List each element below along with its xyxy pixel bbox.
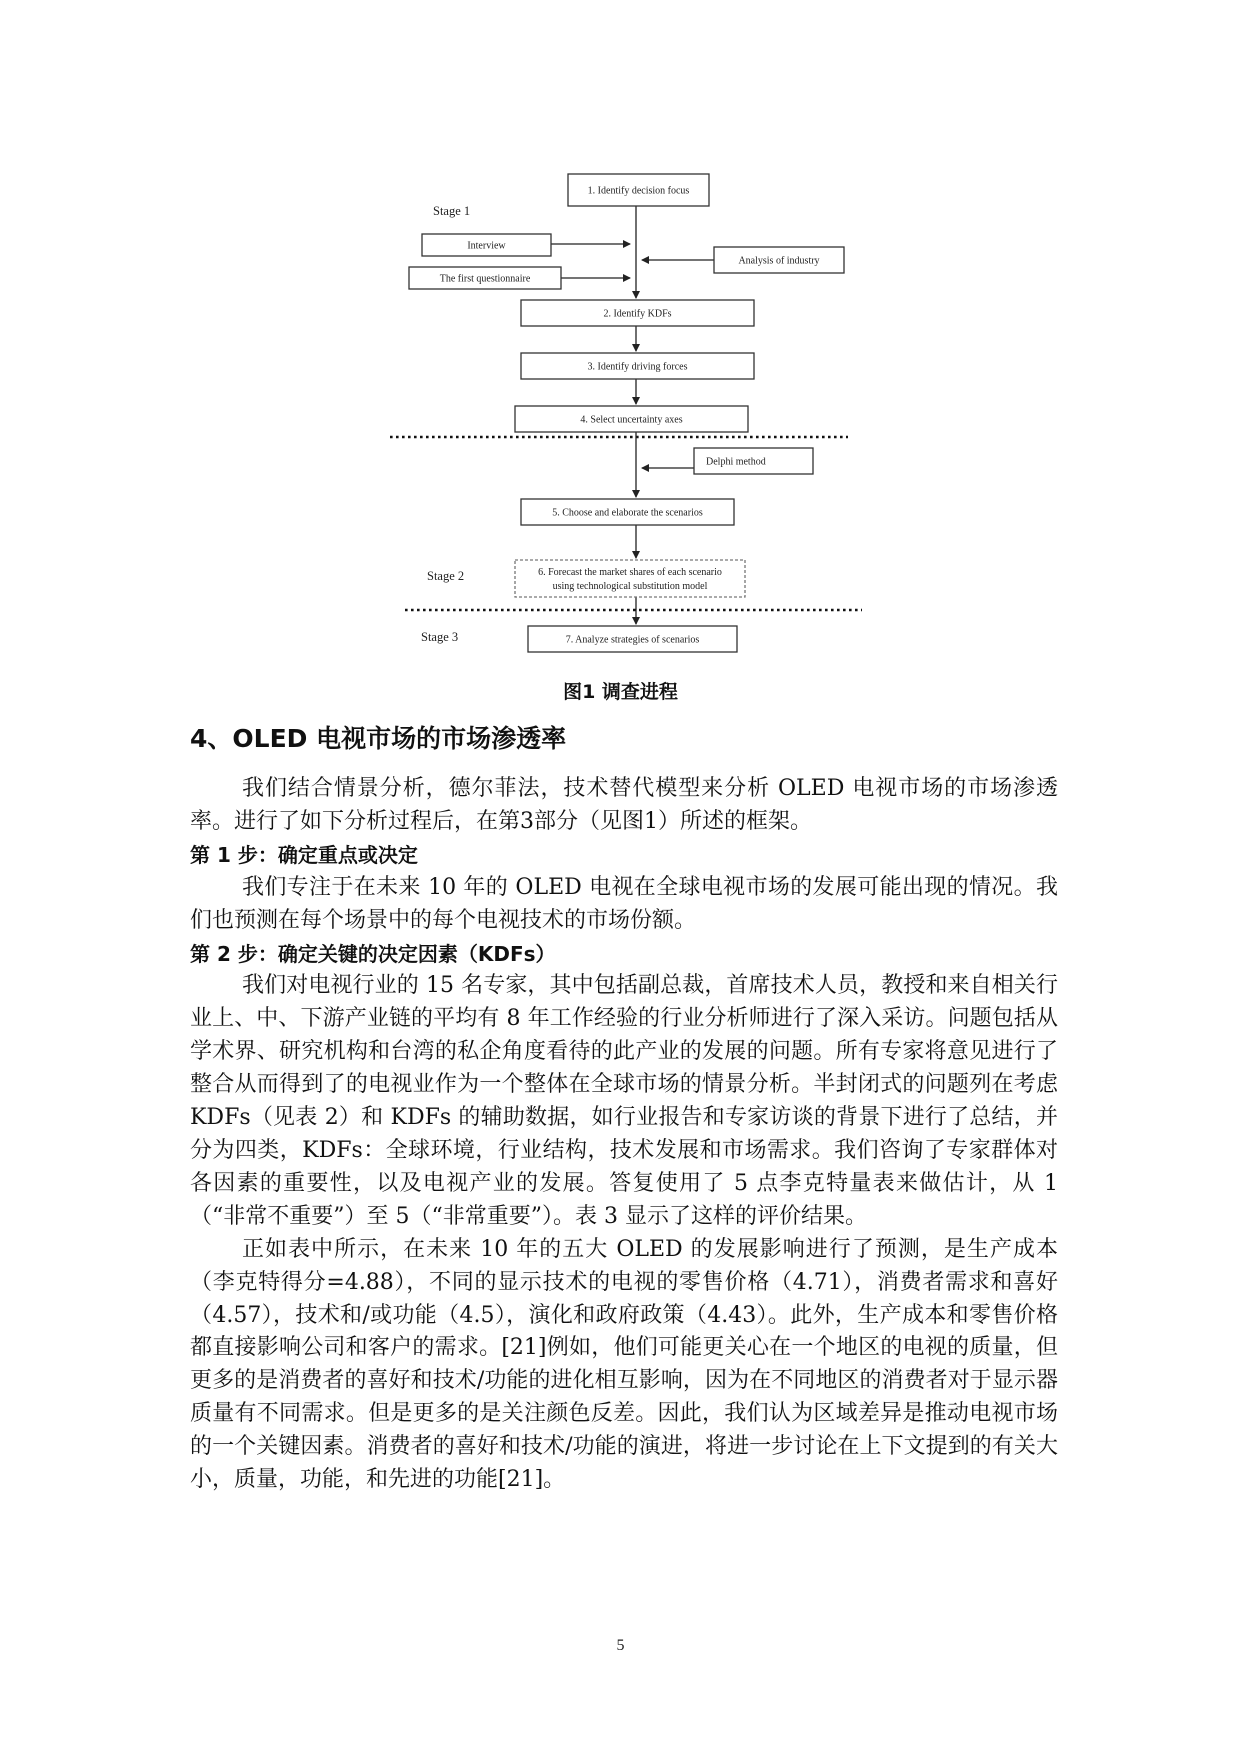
stage-3-label: Stage 3 <box>421 630 459 644</box>
box-identify-decision-focus <box>568 174 709 206</box>
svg-text:The first questionnaire: The first questionnaire <box>439 273 531 285</box>
svg-text:1. Identify decision focus: 1. Identify decision focus <box>587 185 690 197</box>
svg-text:Interview: Interview <box>467 240 506 252</box>
svg-text:4. Select uncertainty axes: 4. Select uncertainty axes <box>580 414 683 426</box>
step-1-paragraph: 我们专注于在未来 10 年的 OLED 电视在全球电视市场的发展可能出现的情况。我们也预测在每个场景中的每个电视技术的市场份额。 <box>190 874 1058 933</box>
page-number: 5 <box>616 1637 625 1654</box>
box-analyze-strategies <box>528 626 737 652</box>
svg-text:2. Identify KDFs: 2. Identify KDFs <box>603 308 672 320</box>
step-2-heading: 第 2 步：确定关键的决定因素（KDFs） <box>190 941 556 966</box>
step-1-heading: 第 1 步：确定重点或决定 <box>190 842 418 867</box>
svg-text:using technological substituti: using technological substitution model <box>552 581 708 592</box>
box-identify-driving-forces <box>521 353 754 379</box>
svg-text:5. Choose and elaborate the sc: 5. Choose and elaborate the scenarios <box>552 507 703 519</box>
figure-caption: 图1 调查进程 <box>563 681 678 703</box>
svg-text:Delphi method: Delphi method <box>706 456 766 468</box>
svg-text:7. Analyze strategies of scena: 7. Analyze strategies of scenarios <box>565 634 700 646</box>
box-choose-scenarios <box>521 499 734 525</box>
box-interview <box>422 234 551 256</box>
box-identify-kdfs <box>521 300 754 326</box>
box-forecast-market-shares <box>515 560 745 597</box>
box-select-uncertainty-axes <box>515 406 748 432</box>
intro-paragraph: 我们结合情景分析，德尔菲法，技术替代模型来分析 OLED 电视市场的市场渗透率。进行了如下分析过程后，在第3部分（见图1）所述的框架。 <box>190 776 1058 834</box>
section-title: 4、OLED 电视市场的市场渗透率 <box>190 724 567 753</box>
section-body <box>190 773 1058 1497</box>
box-first-questionnaire <box>409 267 561 289</box>
step-2-paragraph-1: 我们对电视行业的 15 名专家，其中包括副总裁，首席技术人员，教授和来自相关行业上、中、下游产业链的平均有 8 年工作经验的行业分析师进行了深入采访。问题包括从学术界、研究机构和台湾的私企角度看待的此产业的发展的问题。所有专家将意见进行了整合从而得到了的电视业作为一个整体在全球市场的情景分析。半封闭式的问题列在考虑 KDFs（见表 2）和 KDFs 的辅助数据，如行业报告和专家访谈的背景下进行了总结，并分为四类，KDFs：全球环境，行业结构，技术发展和市场需求。我们咨询了专家群体对各因素的重要性，以及电视产业的发展。答复使用了 5 点李克特量表来做估计，从 1（“非常不重要”）至 5（“非常重要”）。表 3 显示了这样的评价结果。 <box>190 973 1058 1229</box>
stage-1-label: Stage 1 <box>433 204 471 218</box>
box-delphi-method <box>694 448 813 474</box>
step-2-paragraph-2: 正如表中所示，在未来 10 年的五大 OLED 的发展影响进行了预测，是生产成本（李克特得分=4.88），不同的显示技术的电视的零售价格（4.71），消费者需求和喜好（4.57），技术和/或功能（4.5），演化和政府政策（4.43）。此外，生产成本和零售价格都直接影响公司和客户的需求。[21]例如，他们可能更关心在一个地区的电视的质量，但更多的是消费者的喜好和技术/功能的进化相互影响，因为在不同地区的消费者对于显示器质量有不同需求。但是更多的是关注颜色反差。因此，我们认为区域差异是推动电视市场的一个关键因素。消费者的喜好和技术/功能的演进，将进一步讨论在上下文提到的有关大小，质量，功能，和先进的功能[21]。 <box>190 1236 1058 1493</box>
research-process-flowchart <box>0 0 1241 680</box>
box-analysis-of-industry <box>714 247 844 273</box>
svg-text:Analysis of industry: Analysis of industry <box>738 255 820 267</box>
svg-text:6. Forecast the market shares: 6. Forecast the market shares of each scenario <box>538 567 722 578</box>
stage-2-label: Stage 2 <box>427 569 465 583</box>
svg-text:3. Identify driving forces: 3. Identify driving forces <box>587 361 688 373</box>
